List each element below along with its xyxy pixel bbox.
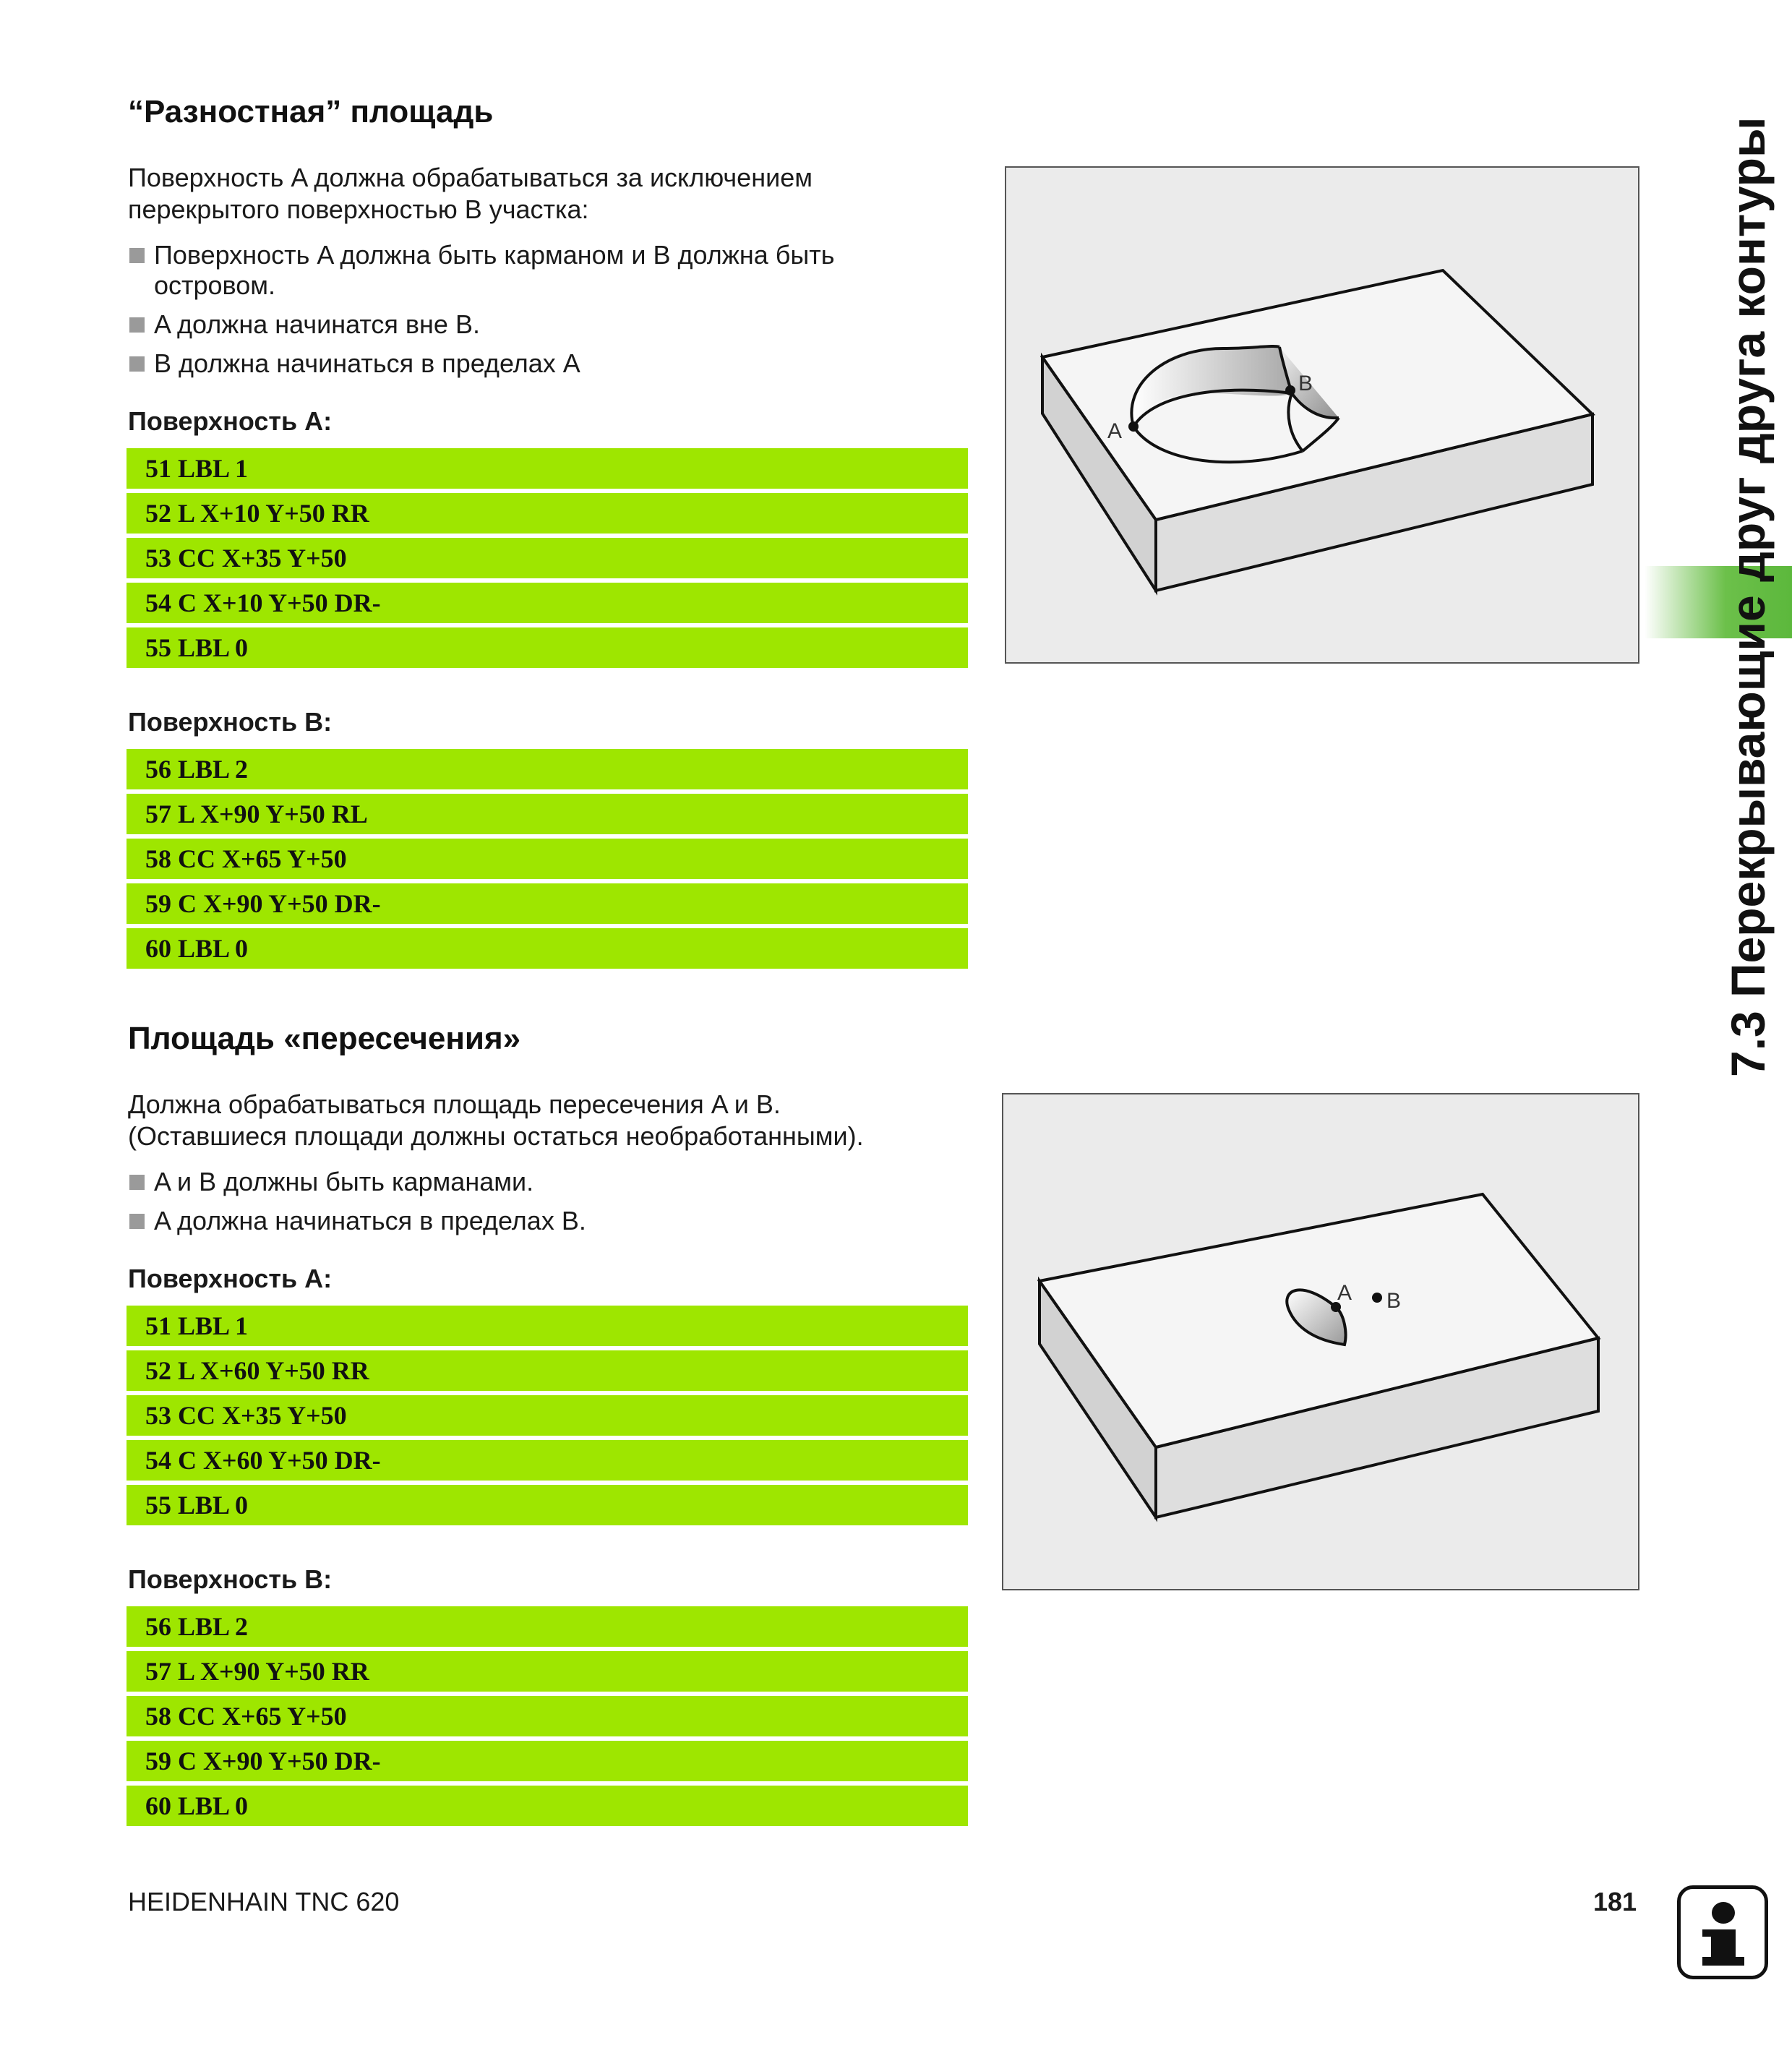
code-line: 59 C X+90 Y+50 DR-: [127, 883, 968, 924]
list-item: A и B должны быть карманами.: [128, 1167, 981, 1197]
point-b-marker: [1285, 385, 1295, 395]
requirements-list: [128, 240, 981, 387]
info-icon: [1677, 1885, 1768, 1979]
code-line: 56 LBL 2: [127, 1606, 968, 1647]
code-line: 59 C X+90 Y+50 DR-: [127, 1741, 968, 1781]
section-intro: [128, 162, 981, 226]
code-block-surface-a: [127, 1306, 968, 1530]
code-line: 54 C X+60 Y+50 DR-: [127, 1440, 968, 1481]
square-bullet-icon: [129, 356, 145, 372]
code-line: 57 L X+90 Y+50 RR: [127, 1651, 968, 1692]
label-a: A: [1337, 1281, 1352, 1305]
code-line: 60 LBL 0: [127, 928, 968, 969]
intro-line: Поверхность A должна обрабатываться за исключением: [128, 163, 813, 192]
list-item: островом.: [154, 270, 276, 300]
figure-difference-area: [1005, 166, 1639, 664]
code-line: 58 CC X+65 Y+50: [127, 1696, 968, 1736]
label-a: A: [1107, 419, 1123, 443]
section-intro: [128, 1089, 981, 1152]
figure-intersection-area: [1002, 1093, 1639, 1590]
intro-line: (Оставшиеся площади должны остаться необработанными).: [128, 1121, 864, 1151]
point-b-marker: [1372, 1293, 1382, 1303]
requirements-list: [128, 1167, 981, 1245]
code-block-surface-b: [127, 749, 968, 973]
code-line: 60 LBL 0: [127, 1786, 968, 1826]
code-line: 55 LBL 0: [127, 627, 968, 668]
footer-manual-name: HEIDENHAIN TNC 620: [128, 1887, 400, 1916]
intro-line: перекрытого поверхностью B участка:: [128, 194, 589, 224]
label-b: B: [1298, 372, 1313, 395]
code-line: 52 L X+60 Y+50 RR: [127, 1350, 968, 1391]
section-title-intersection: Площадь «пересечения»: [128, 1021, 521, 1056]
code-block-surface-a: [127, 448, 968, 672]
code-line: 58 CC X+65 Y+50: [127, 839, 968, 879]
code-line: 54 C X+10 Y+50 DR-: [127, 583, 968, 623]
page-number: 181: [1593, 1887, 1637, 1916]
surface-b-heading: Поверхность B:: [128, 1564, 333, 1594]
list-item: A должна начинатся вне B.: [128, 309, 981, 340]
code-block-surface-b: [127, 1606, 968, 1830]
point-a-marker: [1128, 421, 1139, 432]
surface-a-heading: Поверхность A:: [128, 1264, 333, 1293]
code-line: 53 CC X+35 Y+50: [127, 1395, 968, 1436]
code-line: 57 L X+90 Y+50 RL: [127, 794, 968, 834]
section-title-difference: “Разностная” площадь: [128, 94, 494, 129]
code-line: 51 LBL 1: [127, 448, 968, 489]
chapter-side-title: 7.3 Перекрывающие друг друга контуры: [1721, 116, 1775, 1077]
surface-a-heading: Поверхность A:: [128, 406, 333, 436]
list-item: Поверхность A должна быть карманом и B должна быть: [128, 240, 981, 270]
workpiece-illustration: [1006, 168, 1641, 665]
code-line: 56 LBL 2: [127, 749, 968, 789]
code-line: 51 LBL 1: [127, 1306, 968, 1346]
square-bullet-icon: [129, 1214, 145, 1229]
square-bullet-icon: [129, 248, 145, 263]
surface-b-heading: Поверхность B:: [128, 707, 333, 737]
code-line: 55 LBL 0: [127, 1485, 968, 1525]
code-line: 53 CC X+35 Y+50: [127, 538, 968, 578]
label-b: B: [1386, 1289, 1402, 1313]
square-bullet-icon: [129, 317, 145, 333]
intro-line: Должна обрабатываться площадь пересечения A и B.: [128, 1089, 781, 1119]
list-item: B должна начинаться в пределах A: [128, 348, 981, 379]
square-bullet-icon: [129, 1175, 145, 1190]
list-item: A должна начинаться в пределах B.: [128, 1206, 981, 1236]
code-line: 52 L X+10 Y+50 RR: [127, 493, 968, 534]
workpiece-illustration: [1003, 1094, 1641, 1592]
